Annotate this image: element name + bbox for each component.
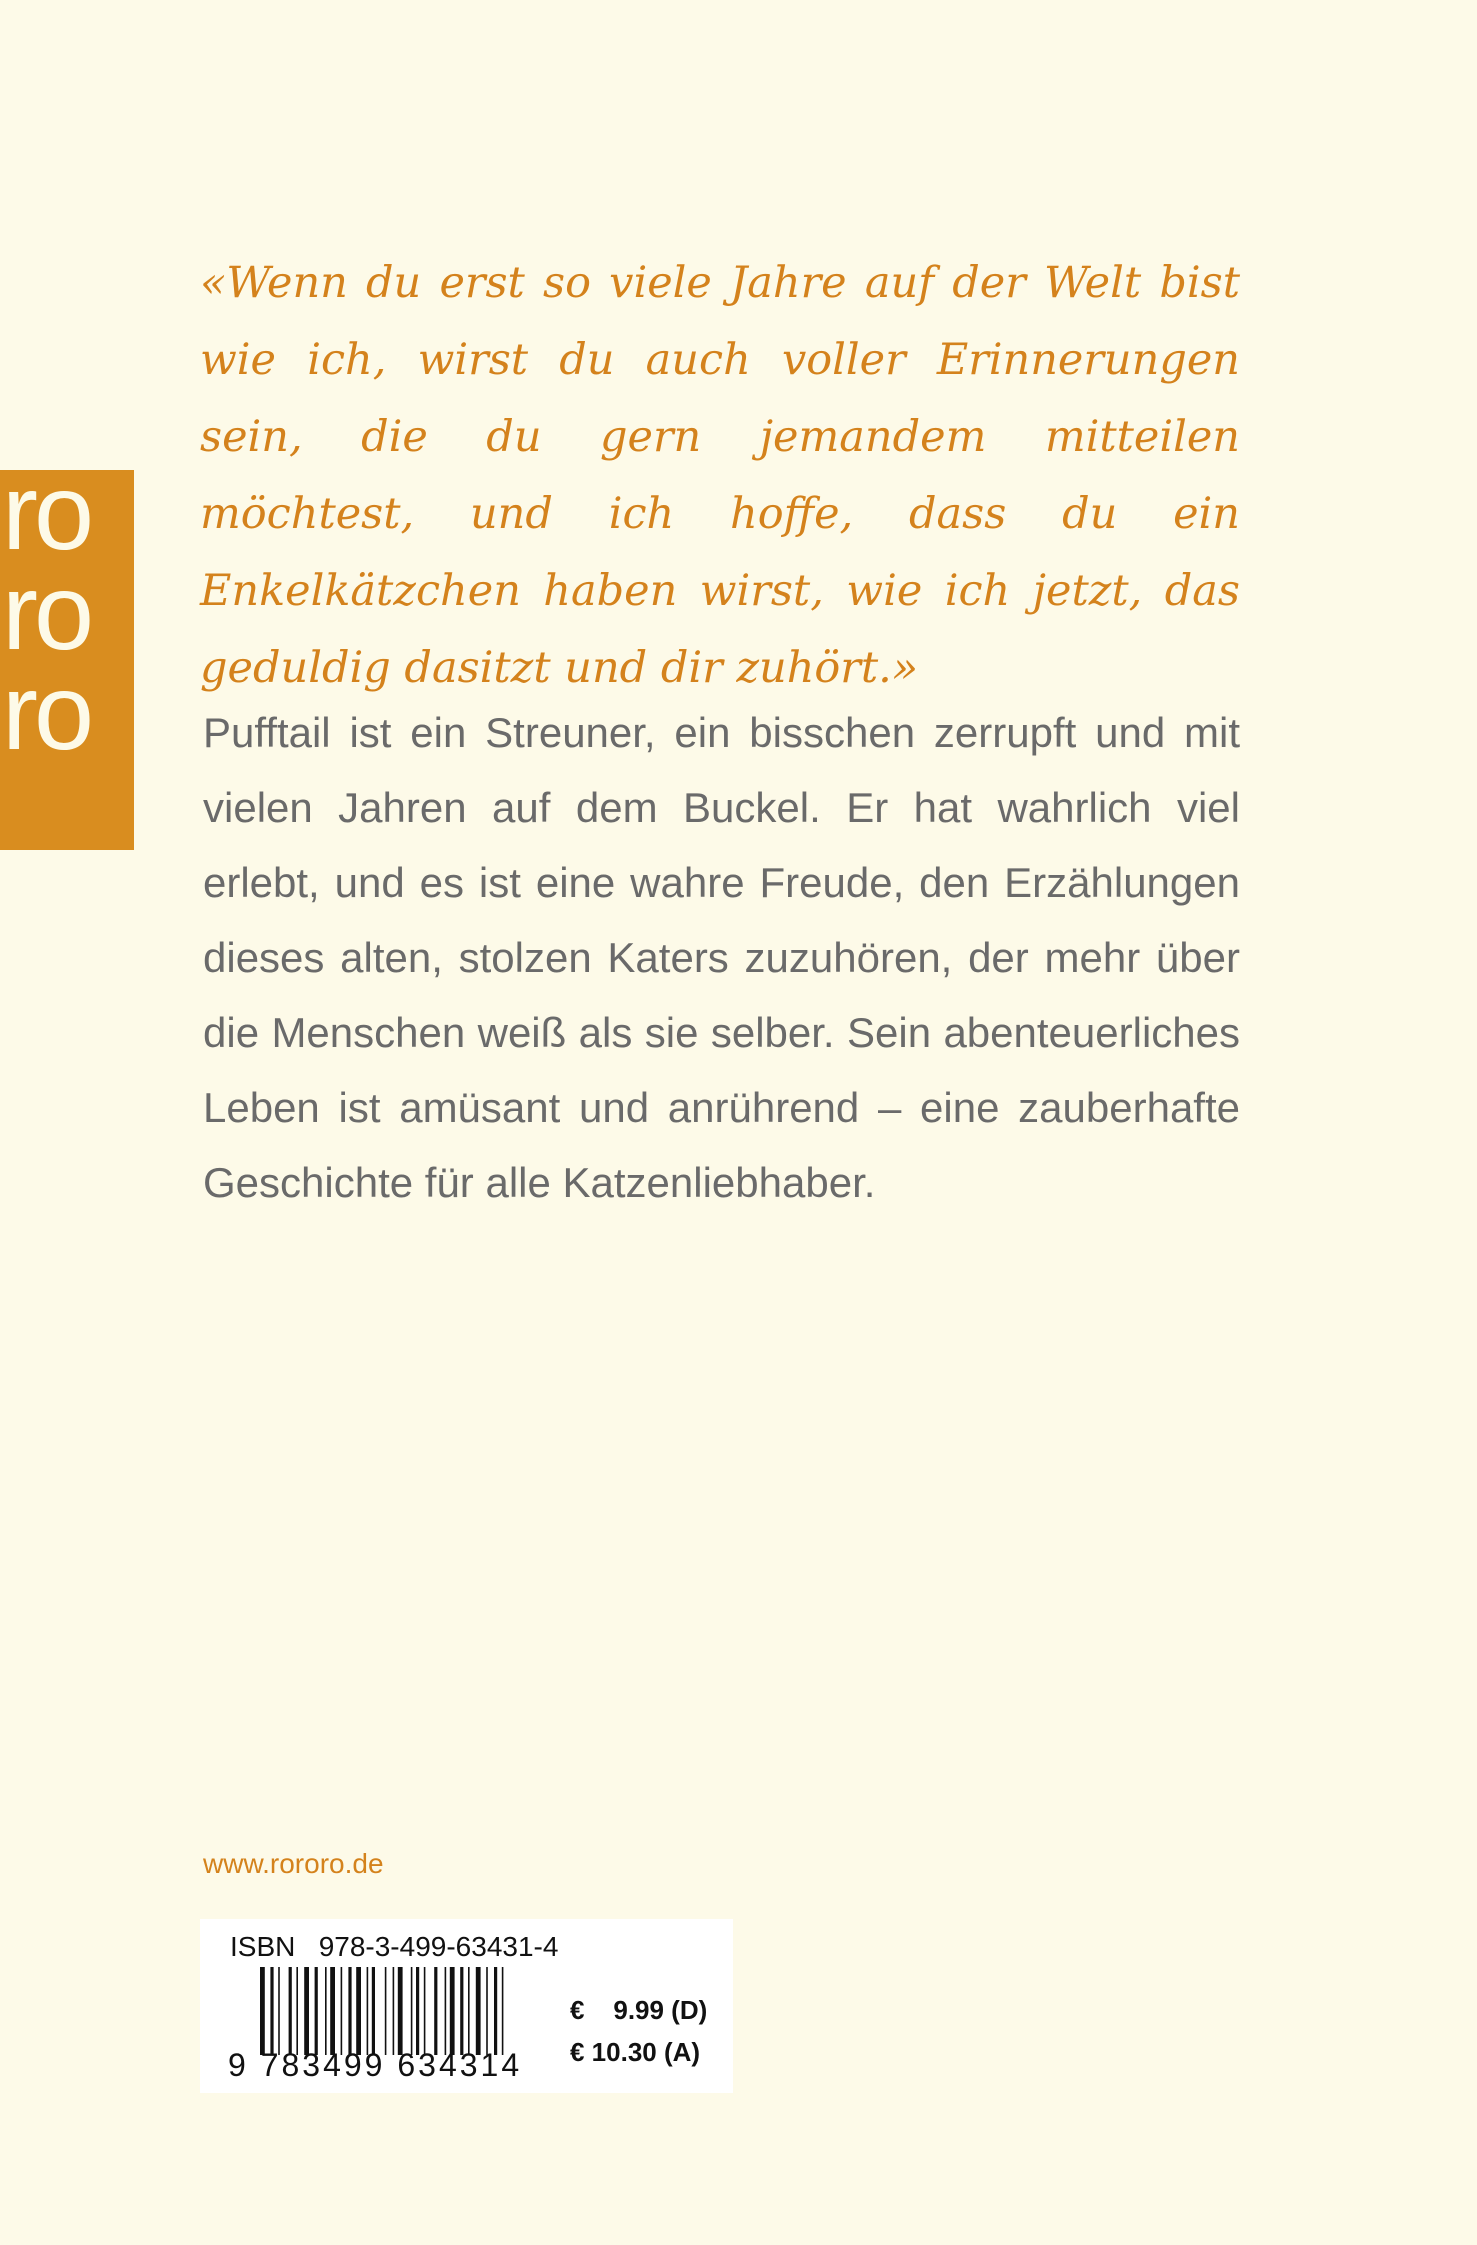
logo-line-2: ro [2,551,91,672]
rororo-logo [0,470,134,850]
isbn-label: ISBN 978-3-499-63431-4 [230,1931,559,1962]
barcode-bars [260,1967,550,2055]
logo-line-3: ro [2,651,91,772]
barcode-digits: 9 783499 634314 [228,2047,523,2083]
publisher-website: www.rororo.de [203,1848,384,1879]
barcode-panel [200,1919,733,2093]
price-germany: € 9.99 (D) [570,1995,708,2025]
logo-line-1: ro [2,470,91,572]
quote-text: «Wenn du erst so viele Jahre auf der Welt bist wie ich, wirst du auch voller Erinnerungen sein, die du gern jemandem mitteilen möchtest, und ich hoffe, dass du ein Enkelkätzchen haben wirst, wie ich jetzt, das geduldig dasitzt und dir zuhört.» [200,258,1240,693]
price-austria: € 10.30 (A) [570,2037,701,2067]
blurb-text: Pufftail ist ein Streuner, ein bisschen zerrupft und mit vielen Jahren auf dem Buckel. Er hat wahrlich viel erlebt, und es ist eine wahre Freude, den Erzählungen dieses alten, stolzen Katers zuzuhören, der mehr über die Menschen weiß als sie selber. Sein abenteuerliches Leben ist amüsant und anrührend – eine zauberhafte Geschichte für alle Katzenliebhaber. [203,709,1240,1206]
edge-mark [1469,730,1477,740]
